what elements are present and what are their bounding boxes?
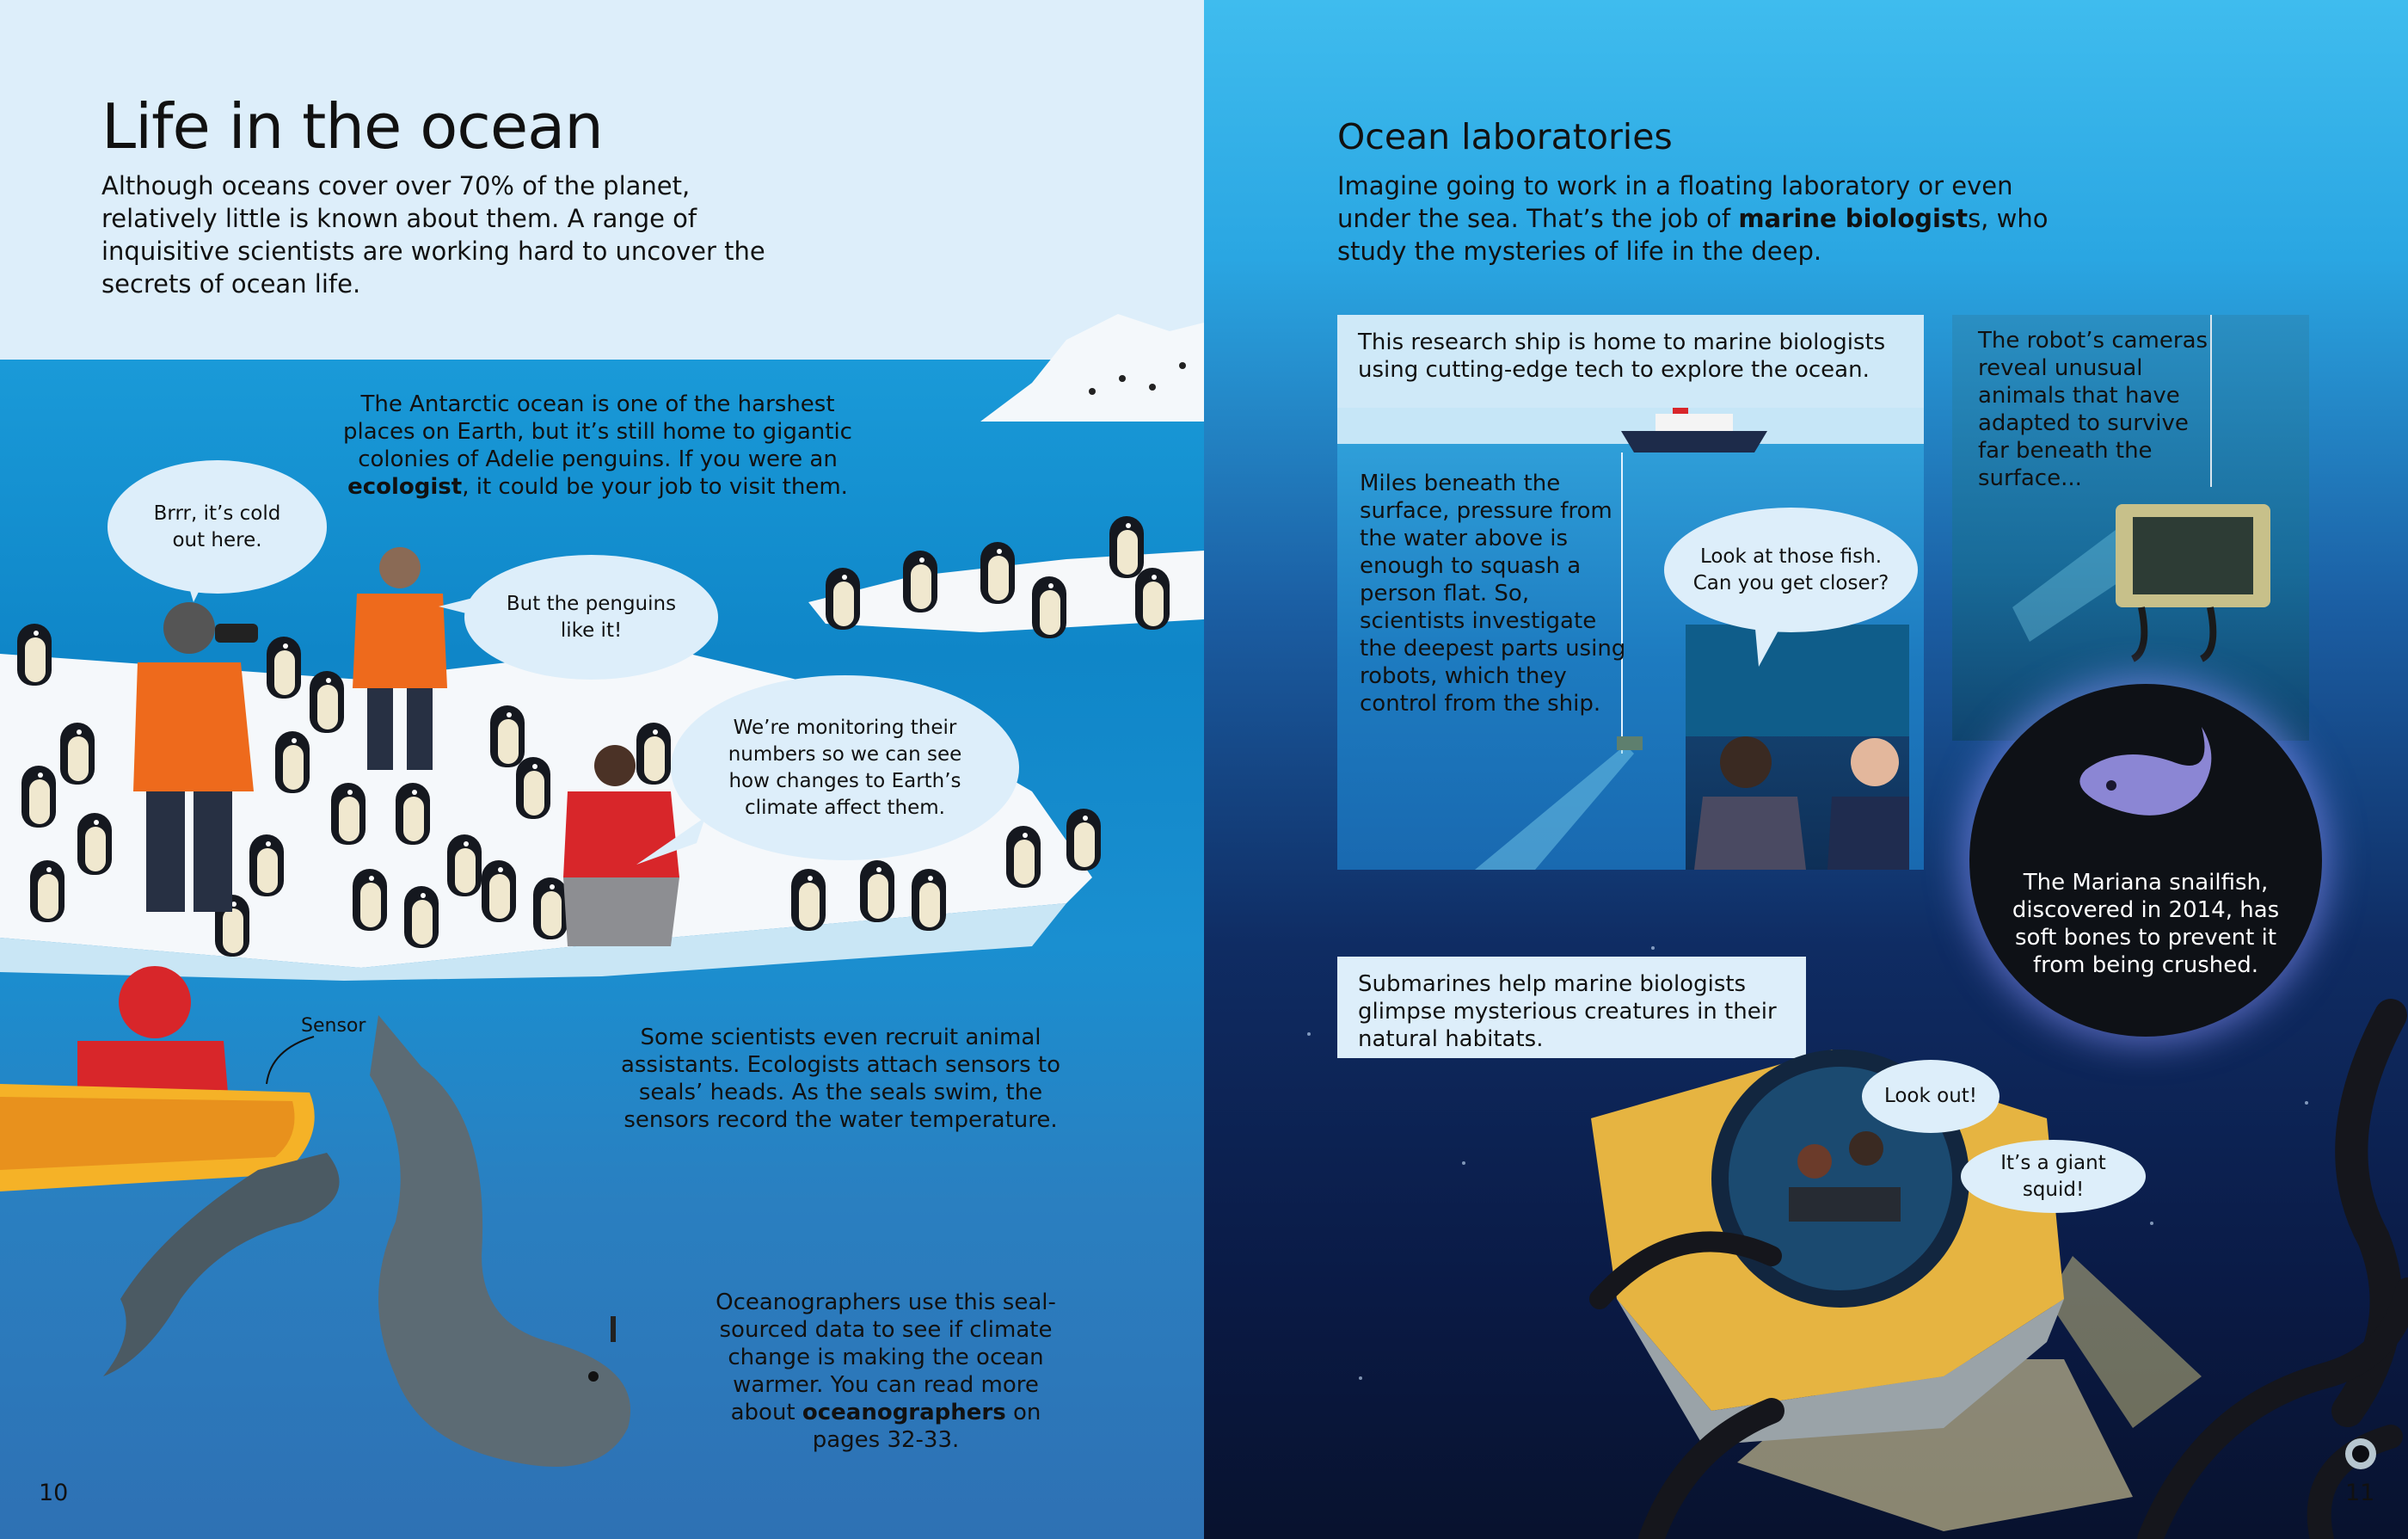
oceanographers-caption-text: Oceanographers use this seal-sourced data to see if climate change is making the ocean warmer. You can read more about [716, 1290, 1056, 1425]
speech-bubble-penguins-text: But the penguins like it! [506, 592, 677, 642]
antarctic-caption [340, 391, 856, 501]
sensor-label: Sensor [301, 1015, 366, 1037]
giant-squid-tentacles [1548, 929, 2408, 1539]
speech-bubble-squid-text: It’s a giant squid! [2000, 1151, 2106, 1201]
scientist-with-binoculars [95, 594, 284, 929]
speech-bubble-penguins-tail [439, 594, 490, 628]
speech-bubble-penguins [464, 555, 718, 680]
intro-paragraph: Although oceans cover over 70% of the planet, relatively little is known about them. A range of inquisitive scientists are working hard to uncover the secrets of ocean life. [101, 171, 765, 299]
oceanographers-caption-end: on pages 32-33. [812, 1400, 1041, 1453]
antarctic-caption-end: , it could be your job to visit them. [462, 474, 848, 500]
page-number-right: 11 [2345, 1480, 2375, 1506]
ocean-labs-intro-text: Imagine going to work in a floating laboratory or even under the sea. That’s the job of [1337, 171, 2013, 233]
distant-iceberg [972, 305, 1204, 426]
speech-bubble-monitoring-tail [636, 817, 705, 869]
underwater-robot [2012, 478, 2309, 668]
snailfish-text: The Mariana snailfish, discovered in 2014, has soft bones to prevent it from being crushed. [2012, 870, 2280, 978]
speech-bubble-cold-text: Brrr, it’s cold out here. [153, 502, 281, 551]
marine-biologist-term: marine biologist [1738, 204, 1969, 233]
page-title: Life in the ocean [101, 90, 603, 163]
scientist-orange-coat [340, 542, 460, 774]
section-heading: Ocean laboratories [1337, 116, 1673, 157]
research-ship-box: This research ship is home to marine biologists using cutting-edge tech to explore the ocean. [1337, 315, 1924, 408]
speech-bubble-cold-tail [181, 559, 224, 611]
ocean-labs-intro-end: s, who study the mysteries of life in the deep. [1337, 204, 2049, 266]
speech-bubble-fish-tail [1754, 619, 1789, 671]
speech-bubble-monitoring [671, 675, 1019, 860]
pressure-text: Miles beneath the surface, pressure from the water above is enough to squash a person flat. So, scientists investigate the deepest parts using robots, which they control from the ship. [1360, 471, 1626, 717]
robot-light-beam [1475, 711, 1647, 870]
robot-text: The robot’s cameras reveal unusual animals that have adapted to survive far beneath the surface... [1978, 328, 2208, 491]
ecologist-term: ecologist [347, 474, 463, 500]
snailfish-illustration [2051, 710, 2223, 856]
page-number-left: 10 [39, 1480, 69, 1506]
speech-bubble-fish-text: Look at those fish. Can you get closer? [1692, 545, 1889, 594]
sensor-pointer-line [262, 1032, 331, 1093]
speech-bubble-monitoring-text: We’re monitoring their numbers so we can see how changes to Earth’s climate affect them. [728, 716, 962, 819]
speech-bubble-look-out-text: Look out! [1883, 1085, 1978, 1107]
submarine-box: Submarines help marine biologists glimpse mysterious creatures in their natural habitats. [1337, 957, 1806, 1058]
seal-left [69, 1127, 353, 1394]
control-room-scene [1686, 625, 1909, 870]
right-page [1204, 0, 2408, 1539]
speech-bubble-fish [1664, 508, 1918, 632]
oceanographers-term: oceanographers [802, 1400, 1006, 1425]
oceanographers-caption [705, 1289, 1066, 1454]
antarctic-caption-text: The Antarctic ocean is one of the harshest places on Earth, but it’s still home to gigantic colonies of Adelie penguins. If you were an [343, 391, 852, 472]
seal-caption: Some scientists even recruit animal assistants. Ecologists attach sensors to seals’ heads. As the seals swim, the sensors record the water temperature. [620, 1025, 1061, 1133]
ocean-labs-intro [1337, 169, 2077, 268]
